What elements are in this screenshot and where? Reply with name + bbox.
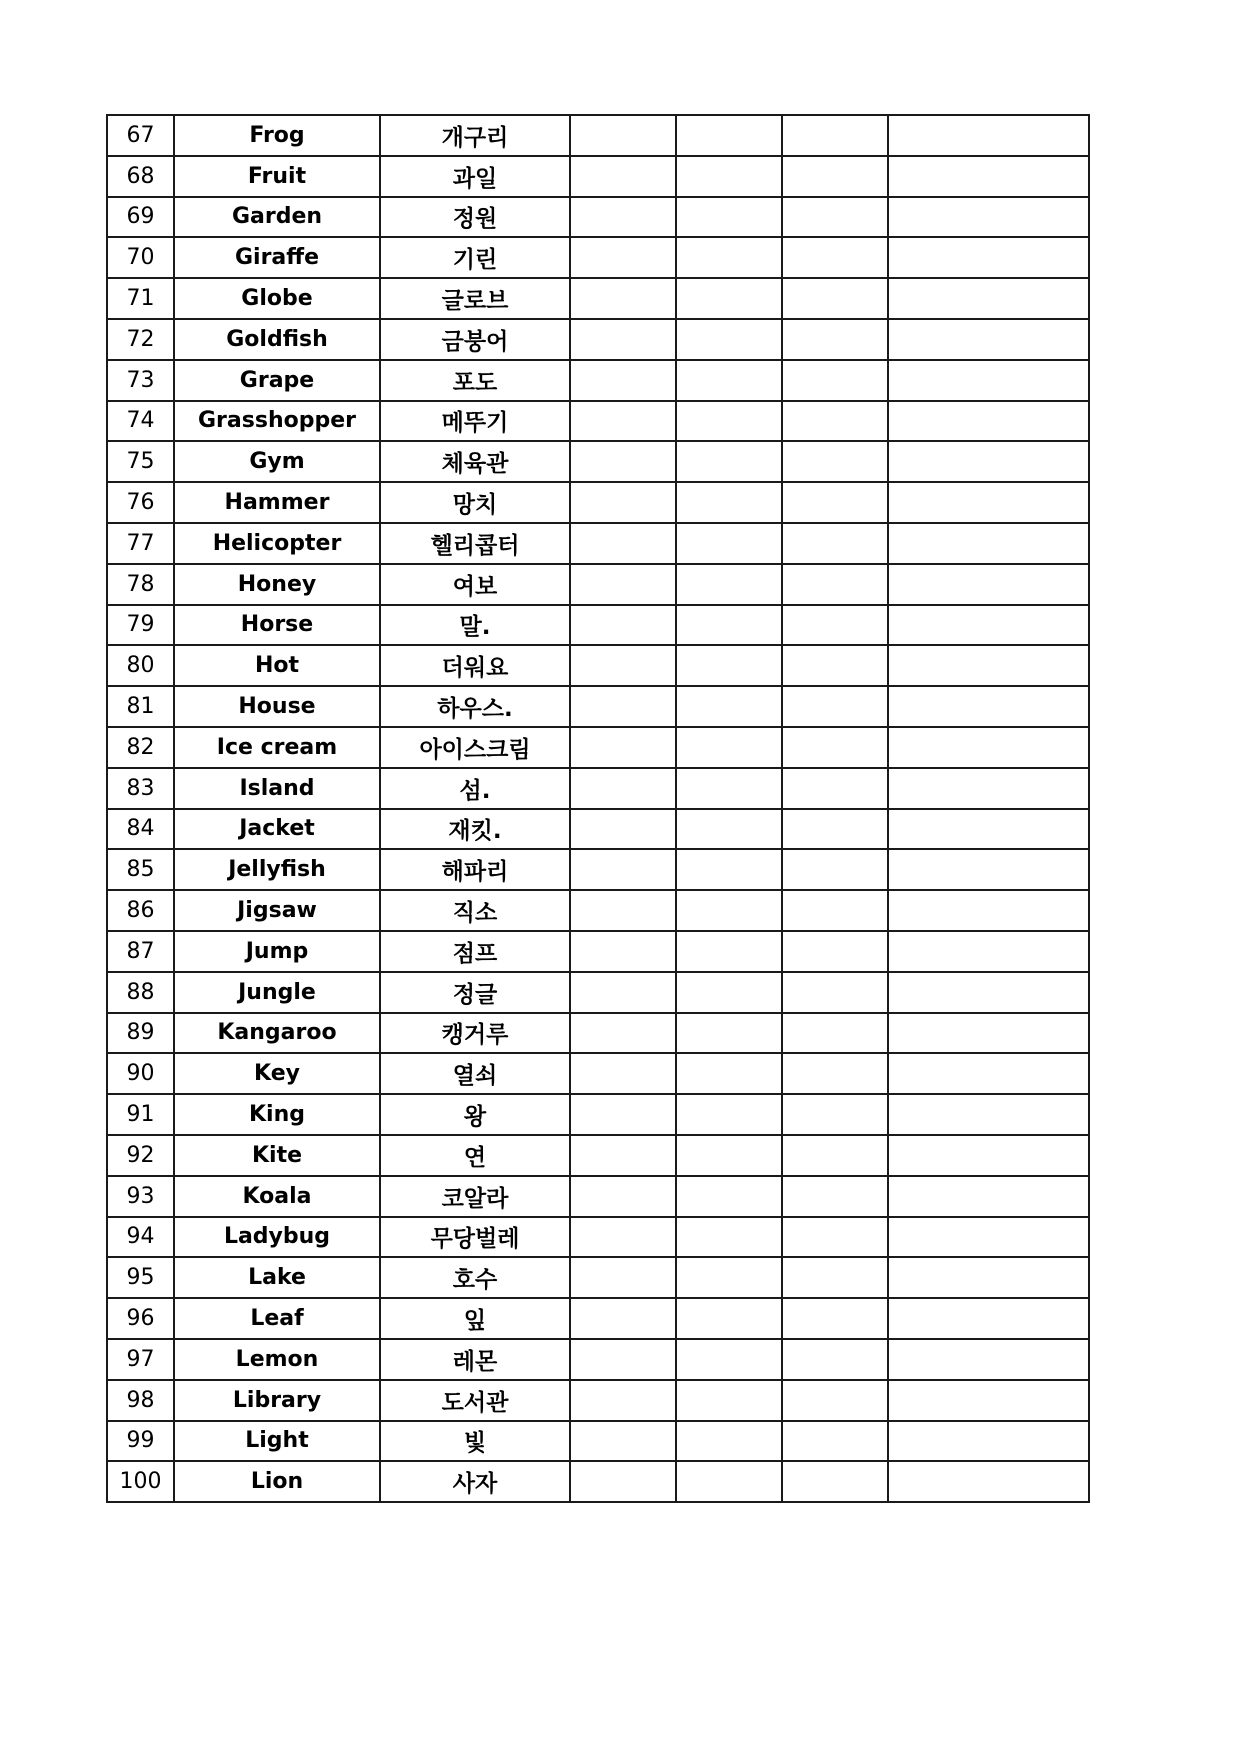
- blank-answer-cell: [782, 482, 888, 523]
- blank-answer-cell: [570, 564, 676, 605]
- korean-word-cell: 금붕어: [380, 319, 570, 360]
- table-row: [107, 972, 1089, 1013]
- blank-answer-cell: [782, 523, 888, 564]
- blank-answer-cell: [888, 523, 1089, 564]
- table-row: [107, 1298, 1089, 1339]
- row-number-cell: 95: [107, 1257, 174, 1298]
- row-number-cell: 99: [107, 1421, 174, 1462]
- korean-word-cell: 도서관: [380, 1380, 570, 1421]
- row-number-cell: 77: [107, 523, 174, 564]
- korean-word-cell: 글로브: [380, 278, 570, 319]
- blank-answer-cell: [570, 482, 676, 523]
- blank-answer-cell: [782, 237, 888, 278]
- english-word-cell: Kite: [174, 1135, 380, 1176]
- vocabulary-table: [106, 114, 1090, 1503]
- english-word-cell: Grape: [174, 360, 380, 401]
- blank-answer-cell: [888, 1053, 1089, 1094]
- blank-answer-cell: [782, 1380, 888, 1421]
- row-number-cell: 74: [107, 401, 174, 442]
- blank-answer-cell: [782, 1053, 888, 1094]
- blank-answer-cell: [676, 1094, 782, 1135]
- table-row: [107, 360, 1089, 401]
- table-row: [107, 768, 1089, 809]
- english-word-cell: Ice cream: [174, 727, 380, 768]
- row-number-cell: 84: [107, 809, 174, 850]
- korean-word-cell: 체육관: [380, 441, 570, 482]
- row-number-cell: 98: [107, 1380, 174, 1421]
- english-word-cell: Goldfish: [174, 319, 380, 360]
- table-row: [107, 1135, 1089, 1176]
- blank-answer-cell: [570, 768, 676, 809]
- row-number-cell: 81: [107, 686, 174, 727]
- blank-answer-cell: [676, 360, 782, 401]
- blank-answer-cell: [888, 1217, 1089, 1258]
- blank-answer-cell: [782, 727, 888, 768]
- blank-answer-cell: [888, 1298, 1089, 1339]
- english-word-cell: King: [174, 1094, 380, 1135]
- blank-answer-cell: [570, 115, 676, 156]
- blank-answer-cell: [782, 890, 888, 931]
- table-row: [107, 278, 1089, 319]
- blank-answer-cell: [676, 1053, 782, 1094]
- blank-answer-cell: [888, 849, 1089, 890]
- english-word-cell: Frog: [174, 115, 380, 156]
- blank-answer-cell: [782, 1176, 888, 1217]
- table-row: [107, 727, 1089, 768]
- row-number-cell: 91: [107, 1094, 174, 1135]
- korean-word-cell: 해파리: [380, 849, 570, 890]
- blank-answer-cell: [888, 441, 1089, 482]
- blank-answer-cell: [888, 197, 1089, 238]
- blank-answer-cell: [676, 727, 782, 768]
- blank-answer-cell: [782, 278, 888, 319]
- blank-answer-cell: [888, 401, 1089, 442]
- blank-answer-cell: [888, 768, 1089, 809]
- blank-answer-cell: [782, 1013, 888, 1054]
- table-row: [107, 441, 1089, 482]
- blank-answer-cell: [782, 768, 888, 809]
- blank-answer-cell: [570, 1217, 676, 1258]
- table-row: [107, 1176, 1089, 1217]
- blank-answer-cell: [782, 1257, 888, 1298]
- table-row: [107, 1094, 1089, 1135]
- blank-answer-cell: [676, 441, 782, 482]
- english-word-cell: Helicopter: [174, 523, 380, 564]
- blank-answer-cell: [782, 1135, 888, 1176]
- row-number-cell: 72: [107, 319, 174, 360]
- blank-answer-cell: [570, 1135, 676, 1176]
- english-word-cell: Library: [174, 1380, 380, 1421]
- english-word-cell: Koala: [174, 1176, 380, 1217]
- vocabulary-table-body: [107, 115, 1089, 1502]
- blank-answer-cell: [570, 931, 676, 972]
- english-word-cell: Giraffe: [174, 237, 380, 278]
- blank-answer-cell: [888, 1176, 1089, 1217]
- blank-answer-cell: [888, 1013, 1089, 1054]
- table-row: [107, 890, 1089, 931]
- blank-answer-cell: [888, 156, 1089, 197]
- english-word-cell: Lion: [174, 1461, 380, 1502]
- table-row: [107, 605, 1089, 646]
- blank-answer-cell: [676, 197, 782, 238]
- blank-answer-cell: [888, 1339, 1089, 1380]
- korean-word-cell: 섬.: [380, 768, 570, 809]
- table-row: [107, 1461, 1089, 1502]
- blank-answer-cell: [570, 197, 676, 238]
- blank-answer-cell: [570, 727, 676, 768]
- korean-word-cell: 개구리: [380, 115, 570, 156]
- blank-answer-cell: [676, 278, 782, 319]
- blank-answer-cell: [888, 1461, 1089, 1502]
- blank-answer-cell: [570, 1013, 676, 1054]
- blank-answer-cell: [782, 849, 888, 890]
- korean-word-cell: 캥거루: [380, 1013, 570, 1054]
- blank-answer-cell: [570, 1094, 676, 1135]
- blank-answer-cell: [782, 115, 888, 156]
- korean-word-cell: 포도: [380, 360, 570, 401]
- english-word-cell: Ladybug: [174, 1217, 380, 1258]
- blank-answer-cell: [888, 319, 1089, 360]
- table-row: [107, 482, 1089, 523]
- korean-word-cell: 하우스.: [380, 686, 570, 727]
- blank-answer-cell: [676, 1421, 782, 1462]
- table-row: [107, 809, 1089, 850]
- blank-answer-cell: [676, 1298, 782, 1339]
- blank-answer-cell: [782, 1094, 888, 1135]
- table-row: [107, 931, 1089, 972]
- row-number-cell: 79: [107, 605, 174, 646]
- table-row: [107, 401, 1089, 442]
- row-number-cell: 75: [107, 441, 174, 482]
- blank-answer-cell: [782, 319, 888, 360]
- row-number-cell: 83: [107, 768, 174, 809]
- blank-answer-cell: [570, 523, 676, 564]
- row-number-cell: 78: [107, 564, 174, 605]
- english-word-cell: Lake: [174, 1257, 380, 1298]
- row-number-cell: 87: [107, 931, 174, 972]
- blank-answer-cell: [676, 605, 782, 646]
- blank-answer-cell: [888, 482, 1089, 523]
- blank-answer-cell: [570, 1298, 676, 1339]
- english-word-cell: Gym: [174, 441, 380, 482]
- blank-answer-cell: [782, 1298, 888, 1339]
- english-word-cell: Hot: [174, 645, 380, 686]
- blank-answer-cell: [676, 564, 782, 605]
- english-word-cell: Honey: [174, 564, 380, 605]
- blank-answer-cell: [570, 401, 676, 442]
- english-word-cell: Globe: [174, 278, 380, 319]
- english-word-cell: Leaf: [174, 1298, 380, 1339]
- blank-answer-cell: [676, 645, 782, 686]
- blank-answer-cell: [782, 1217, 888, 1258]
- blank-answer-cell: [888, 1421, 1089, 1462]
- blank-answer-cell: [888, 115, 1089, 156]
- korean-word-cell: 더워요: [380, 645, 570, 686]
- blank-answer-cell: [888, 645, 1089, 686]
- table-row: [107, 1013, 1089, 1054]
- row-number-cell: 88: [107, 972, 174, 1013]
- blank-answer-cell: [676, 1339, 782, 1380]
- korean-word-cell: 아이스크림: [380, 727, 570, 768]
- blank-answer-cell: [782, 931, 888, 972]
- blank-answer-cell: [570, 156, 676, 197]
- korean-word-cell: 재킷.: [380, 809, 570, 850]
- blank-answer-cell: [570, 809, 676, 850]
- row-number-cell: 97: [107, 1339, 174, 1380]
- table-row: [107, 523, 1089, 564]
- blank-answer-cell: [888, 931, 1089, 972]
- korean-word-cell: 정원: [380, 197, 570, 238]
- row-number-cell: 82: [107, 727, 174, 768]
- korean-word-cell: 망치: [380, 482, 570, 523]
- row-number-cell: 89: [107, 1013, 174, 1054]
- blank-answer-cell: [782, 401, 888, 442]
- blank-answer-cell: [888, 564, 1089, 605]
- table-row: [107, 1053, 1089, 1094]
- blank-answer-cell: [888, 360, 1089, 401]
- blank-answer-cell: [676, 768, 782, 809]
- english-word-cell: Jump: [174, 931, 380, 972]
- english-word-cell: House: [174, 686, 380, 727]
- blank-answer-cell: [782, 197, 888, 238]
- blank-answer-cell: [676, 482, 782, 523]
- korean-word-cell: 왕: [380, 1094, 570, 1135]
- blank-answer-cell: [676, 1217, 782, 1258]
- table-row: [107, 1339, 1089, 1380]
- blank-answer-cell: [676, 1461, 782, 1502]
- blank-answer-cell: [782, 441, 888, 482]
- english-word-cell: Grasshopper: [174, 401, 380, 442]
- blank-answer-cell: [570, 1461, 676, 1502]
- blank-answer-cell: [570, 1257, 676, 1298]
- table-row: [107, 1217, 1089, 1258]
- blank-answer-cell: [888, 1257, 1089, 1298]
- korean-word-cell: 사자: [380, 1461, 570, 1502]
- row-number-cell: 76: [107, 482, 174, 523]
- blank-answer-cell: [888, 1135, 1089, 1176]
- korean-word-cell: 헬리콥터: [380, 523, 570, 564]
- blank-answer-cell: [888, 972, 1089, 1013]
- row-number-cell: 90: [107, 1053, 174, 1094]
- table-row: [107, 849, 1089, 890]
- table-row: [107, 1421, 1089, 1462]
- blank-answer-cell: [570, 237, 676, 278]
- row-number-cell: 67: [107, 115, 174, 156]
- blank-answer-cell: [676, 931, 782, 972]
- blank-answer-cell: [676, 1176, 782, 1217]
- blank-answer-cell: [570, 360, 676, 401]
- english-word-cell: Jacket: [174, 809, 380, 850]
- blank-answer-cell: [570, 686, 676, 727]
- blank-answer-cell: [570, 1053, 676, 1094]
- blank-answer-cell: [676, 972, 782, 1013]
- blank-answer-cell: [782, 972, 888, 1013]
- blank-answer-cell: [888, 1380, 1089, 1421]
- blank-answer-cell: [570, 1421, 676, 1462]
- row-number-cell: 94: [107, 1217, 174, 1258]
- row-number-cell: 68: [107, 156, 174, 197]
- blank-answer-cell: [888, 1094, 1089, 1135]
- blank-answer-cell: [782, 686, 888, 727]
- blank-answer-cell: [676, 115, 782, 156]
- english-word-cell: Jigsaw: [174, 890, 380, 931]
- english-word-cell: Fruit: [174, 156, 380, 197]
- blank-answer-cell: [570, 849, 676, 890]
- english-word-cell: Garden: [174, 197, 380, 238]
- row-number-cell: 96: [107, 1298, 174, 1339]
- blank-answer-cell: [676, 156, 782, 197]
- row-number-cell: 70: [107, 237, 174, 278]
- table-row: [107, 686, 1089, 727]
- blank-answer-cell: [782, 1339, 888, 1380]
- blank-answer-cell: [888, 727, 1089, 768]
- english-word-cell: Key: [174, 1053, 380, 1094]
- blank-answer-cell: [676, 686, 782, 727]
- blank-answer-cell: [676, 1257, 782, 1298]
- korean-word-cell: 코알라: [380, 1176, 570, 1217]
- blank-answer-cell: [570, 1380, 676, 1421]
- blank-answer-cell: [676, 401, 782, 442]
- table-row: [107, 197, 1089, 238]
- row-number-cell: 71: [107, 278, 174, 319]
- korean-word-cell: 기린: [380, 237, 570, 278]
- row-number-cell: 93: [107, 1176, 174, 1217]
- blank-answer-cell: [888, 278, 1089, 319]
- row-number-cell: 92: [107, 1135, 174, 1176]
- table-row: [107, 319, 1089, 360]
- korean-word-cell: 레몬: [380, 1339, 570, 1380]
- korean-word-cell: 연: [380, 1135, 570, 1176]
- korean-word-cell: 열쇠: [380, 1053, 570, 1094]
- blank-answer-cell: [570, 890, 676, 931]
- english-word-cell: Lemon: [174, 1339, 380, 1380]
- blank-answer-cell: [782, 645, 888, 686]
- row-number-cell: 86: [107, 890, 174, 931]
- row-number-cell: 80: [107, 645, 174, 686]
- blank-answer-cell: [888, 605, 1089, 646]
- korean-word-cell: 여보: [380, 564, 570, 605]
- table-row: [107, 564, 1089, 605]
- korean-word-cell: 직소: [380, 890, 570, 931]
- korean-word-cell: 과일: [380, 156, 570, 197]
- blank-answer-cell: [782, 156, 888, 197]
- english-word-cell: Jellyfish: [174, 849, 380, 890]
- korean-word-cell: 잎: [380, 1298, 570, 1339]
- korean-word-cell: 말.: [380, 605, 570, 646]
- blank-answer-cell: [782, 809, 888, 850]
- blank-answer-cell: [570, 278, 676, 319]
- blank-answer-cell: [888, 890, 1089, 931]
- english-word-cell: Island: [174, 768, 380, 809]
- blank-answer-cell: [676, 1380, 782, 1421]
- english-word-cell: Horse: [174, 605, 380, 646]
- blank-answer-cell: [570, 645, 676, 686]
- blank-answer-cell: [676, 809, 782, 850]
- korean-word-cell: 메뚜기: [380, 401, 570, 442]
- row-number-cell: 85: [107, 849, 174, 890]
- blank-answer-cell: [782, 360, 888, 401]
- blank-answer-cell: [676, 1013, 782, 1054]
- korean-word-cell: 빛: [380, 1421, 570, 1462]
- blank-answer-cell: [676, 890, 782, 931]
- table-row: [107, 237, 1089, 278]
- blank-answer-cell: [570, 605, 676, 646]
- korean-word-cell: 무당벌레: [380, 1217, 570, 1258]
- blank-answer-cell: [782, 605, 888, 646]
- blank-answer-cell: [888, 237, 1089, 278]
- table-row: [107, 1257, 1089, 1298]
- korean-word-cell: 호수: [380, 1257, 570, 1298]
- blank-answer-cell: [782, 1421, 888, 1462]
- english-word-cell: Jungle: [174, 972, 380, 1013]
- english-word-cell: Light: [174, 1421, 380, 1462]
- blank-answer-cell: [782, 1461, 888, 1502]
- row-number-cell: 100: [107, 1461, 174, 1502]
- blank-answer-cell: [888, 686, 1089, 727]
- table-row: [107, 1380, 1089, 1421]
- blank-answer-cell: [570, 1176, 676, 1217]
- blank-answer-cell: [570, 319, 676, 360]
- row-number-cell: 73: [107, 360, 174, 401]
- korean-word-cell: 정글: [380, 972, 570, 1013]
- table-row: [107, 156, 1089, 197]
- blank-answer-cell: [676, 1135, 782, 1176]
- blank-answer-cell: [888, 809, 1089, 850]
- blank-answer-cell: [782, 564, 888, 605]
- blank-answer-cell: [570, 441, 676, 482]
- english-word-cell: Kangaroo: [174, 1013, 380, 1054]
- table-row: [107, 115, 1089, 156]
- korean-word-cell: 점프: [380, 931, 570, 972]
- table-row: [107, 645, 1089, 686]
- blank-answer-cell: [570, 972, 676, 1013]
- english-word-cell: Hammer: [174, 482, 380, 523]
- vocabulary-worksheet: [106, 114, 1088, 1503]
- blank-answer-cell: [676, 319, 782, 360]
- row-number-cell: 69: [107, 197, 174, 238]
- blank-answer-cell: [570, 1339, 676, 1380]
- blank-answer-cell: [676, 523, 782, 564]
- blank-answer-cell: [676, 849, 782, 890]
- blank-answer-cell: [676, 237, 782, 278]
